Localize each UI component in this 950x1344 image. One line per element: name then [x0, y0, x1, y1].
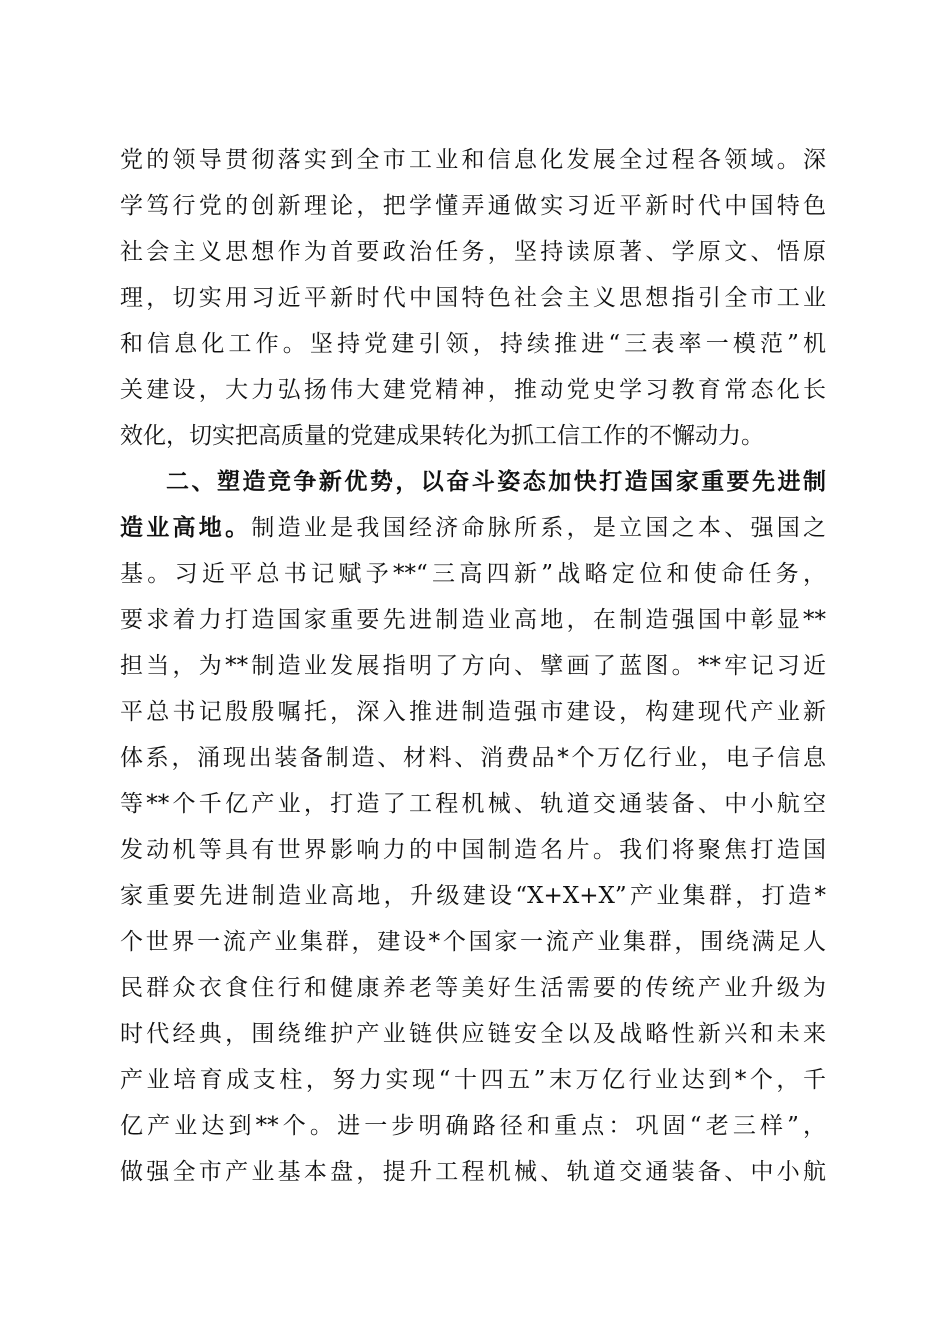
paragraph-line: 关建设，大力弘扬伟大建党精神，推动党史学习教育常态化长 — [120, 377, 826, 403]
section-body-start: 制造业是我国经济命脉所系，是立国之本、强国之 — [251, 515, 826, 541]
paragraph-line: 担当，为**制造业发展指明了方向、擘画了蓝图。**牢记习近 — [120, 653, 826, 679]
paragraph-line: 平总书记殷殷嘱托，深入推进制造强市建设，构建现代产业新 — [120, 699, 826, 725]
paragraph-line: 和信息化工作。坚持党建引领，持续推进“三表率一模范”机 — [120, 331, 826, 357]
section-heading-end: 造业高地。 — [120, 515, 252, 541]
paragraph-line: 效化，切实把高质量的党建成果转化为抓工信工作的不懈动力。 — [120, 423, 764, 449]
section-heading-line2 — [120, 505, 826, 551]
paragraph-line: 做强全市产业基本盘，提升工程机械、轨道交通装备、中小航 — [120, 1159, 826, 1185]
paragraph-line: 亿产业达到**个。进一步明确路径和重点：巩固“老三样”， — [120, 1113, 826, 1139]
paragraph-line: 发动机等具有世界影响力的中国制造名片。我们将聚焦打造国 — [120, 837, 826, 863]
paragraph-line: 社会主义思想作为首要政治任务，坚持读原著、学原文、悟原 — [120, 239, 826, 265]
paragraph-line: 理，切实用习近平新时代中国特色社会主义思想指引全市工业 — [120, 285, 826, 311]
paragraph-line: 等**个千亿产业，打造了工程机械、轨道交通装备、中小航空 — [120, 791, 826, 817]
paragraph-line: 基。习近平总书记赋予**“三高四新”战略定位和使命任务， — [120, 561, 826, 587]
paragraph-line: 要求着力打造国家重要先进制造业高地，在制造强国中彰显** — [120, 607, 826, 633]
paragraph-line: 时代经典，围绕维护产业链供应链安全以及战略性新兴和未来 — [120, 1021, 826, 1047]
paragraph-line: 家重要先进制造业高地，升级建设“X+X+X”产业集群，打造* — [120, 883, 826, 909]
paragraph-line: 民群众衣食住行和健康养老等美好生活需要的传统产业升级为 — [120, 975, 826, 1001]
section-heading: 二、塑造竞争新优势，以奋斗姿态加快打造国家重要先进制 — [166, 469, 826, 495]
paragraph-line: 体系，涌现出装备制造、材料、消费品*个万亿行业，电子信息 — [120, 745, 826, 771]
paragraph-line: 产业培育成支柱，努力实现“十四五”末万亿行业达到*个，千 — [120, 1067, 826, 1093]
paragraph-line: 个世界一流产业集群，建设*个国家一流产业集群，围绕满足人 — [120, 929, 826, 955]
paragraph-line: 学笃行党的创新理论，把学懂弄通做实习近平新时代中国特色 — [120, 193, 826, 219]
paragraph-line: 党的领导贯彻落实到全市工业和信息化发展全过程各领域。深 — [120, 147, 826, 173]
